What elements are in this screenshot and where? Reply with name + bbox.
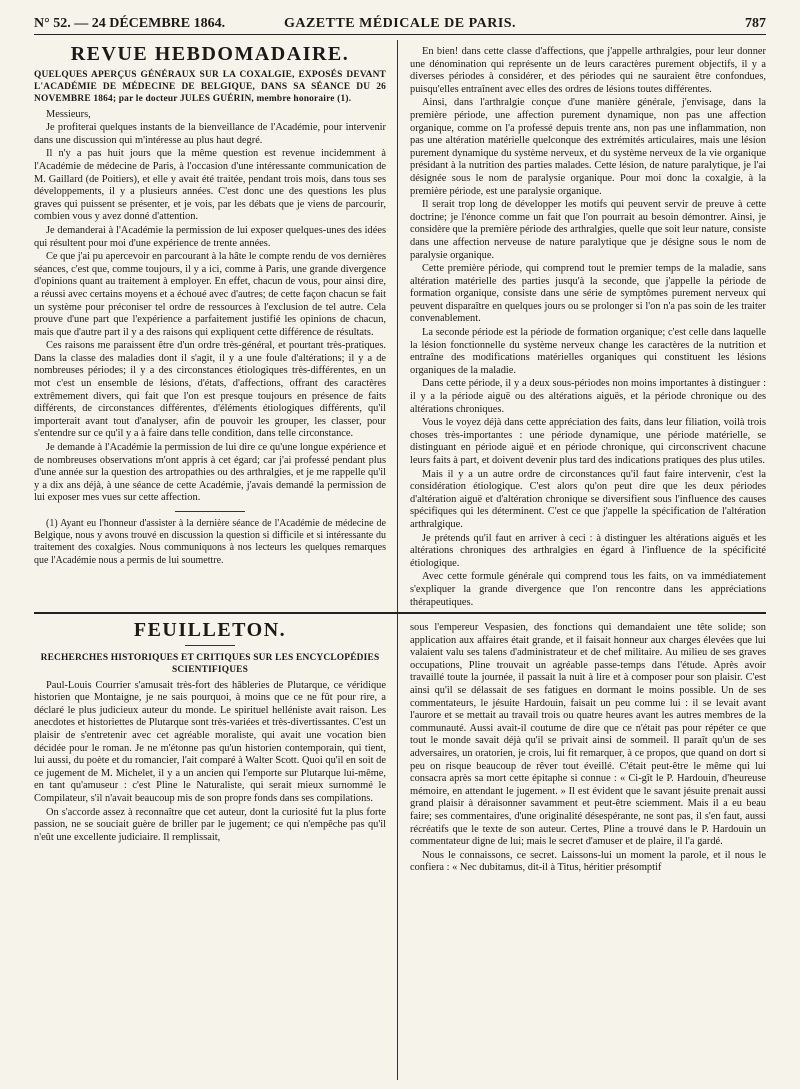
footnote: (1) Ayant eu l'honneur d'assister à la dernière séance de l'Académie de médecine de Belgique, nous y avons trouvé en discussion la question si difficile et si intéressante du traitement des coxalgies. Nous communiquons à nos lecteurs les quelques remarques que l'Académie nous a permis de lui soumettre. (34, 518, 386, 566)
journal-title: GAZETTE MÉDICALE DE PARIS. (283, 16, 517, 31)
salutation: Messieurs, (46, 108, 91, 120)
revue-paragraph: Il n'y a pas huit jours que la même question est revenue incidemment à l'Académie de médecine de Paris, à l'occasion d'une intéressante communication de M. Gaillard (de Poitiers), et elle y avait été traitée, pendant trois mois, dans tous ses développements, il y a plusieurs années. C'est donc une des questions les plus graves qui puissent se présenter, et je vois, par les débats que je viens de parcourir, combien vous y avez donné d'attention. (34, 148, 386, 223)
feuilleton-subtitle: RECHERCHES HISTORIQUES ET CRITIQUES SUR LES ENCYCLOPÉDIES SCIENTIFIQUES (40, 652, 380, 675)
revue-paragraph: Dans cette période, il y a deux sous-périodes non moins importantes à distinguer : il y a la période aiguë ou des altérations aiguës, et la période chronique ou des altérations chroniques. (410, 378, 766, 415)
feuilleton-paragraph: sous l'empereur Vespasien, des fonctions qui demandaient une tête solide; son application aux affaires était grande, et il faisait honneur aux charges élevées que lui valaient valu ses talens d'administrateur et de chef militaire. Au milieu de ses graves occupations, Pline trouvait un agréable passe-temps dans l'étude. Après avoir travaillé toute la journée, il passait la nuit à lire et à composer pour son plaisir. C'est ainsi qu'il se délassait de ses fatigues en dormant le moins possible. Un de ses commentateurs, le jésuite Hardouin, faisait un peu comme lui : il se levait avant l'aurore et se mettait au travail trois ou quatre heures avant les autres membres de la communauté. Aussi avait-il coutume de dire que ce n'était pas pour répéter ce que tout le monde savait déjà qu'il se privait ainsi de sommeil. Il paraît qu'un de ses adversaires, un oratorien, je crois, lui fit remarquer, à ce propos, que quand on dort si peu on risque beaucoup de rêver tout éveillé. C'était peut-être le même qui lui consacra après sa mort cette épitaphe si connue : « Ci-gît le P. Hardouin, d'heureuse mémoire, en attendant le jugement. » Il est évident que le savant jésuite prenait aussi grand plaisir à déraisonner savamment et peut-être sciemment. Mais il a eu beau faire; ses commentaires, d'une originalité désespérante, ne sont pas, il s'en faut, aussi récréatifs que le texte de son auteur. Certes, Pline a trouvé dans le P. Hardouin un commentateur digne de lui; mais le secret d'amuser et de plaire, il l'a gardé. (410, 622, 766, 848)
feuilleton-left-column (34, 622, 386, 1082)
revue-paragraph: Mais il y a un autre ordre de circonstances qu'il faut faire intervenir, c'est la considération étiologique. C'est alors qu'on peut dire que les deux périodes d'altération aiguë et d'altération chronique se diversifient sous l'influence des causes spécifiques qui les déterminent. C'est ce que j'appelle la spécification de l'altération arthralgique. (410, 468, 766, 530)
feuilleton-separator (34, 612, 766, 614)
revue-subtitle: QUELQUES APERÇUS GÉNÉRAUX SUR LA COXALGIE, EXPOSÉS DEVANT L'ACADÉMIE DE MÉDECINE DE BELGIQUE, DANS SA SÉANCE DU 26 NOVEMBRE 1864; par le docteur JULES GUÉRIN, membre honoraire (1). (34, 69, 386, 104)
revue-paragraph: La seconde période est la période de formation organique; c'est celle dans laquelle la lésion fonctionnelle du système nerveux change les caractères de la nutrition et entraîne des modifications matérielles organiques qui constituent les lésions organiques de la maladie. (410, 327, 766, 376)
revue-paragraph: Avec cette formule générale qui comprend tous les faits, on va immédiatement s'expliquer la grande divergence que l'on rencontre dans les appréciations thérapeutiques. (410, 571, 766, 608)
column-divider (397, 40, 398, 1080)
revue-paragraph: Je profiterai quelques instants de la bienveillance de l'Académie, pour intervenir dans une discussion qui m'intéresse au plus haut degré. (34, 122, 386, 146)
revue-paragraph: Je demanderai à l'Académie la permission de lui exposer quelques-unes des idées qui résultent pour moi d'une expérience de trente années. (34, 224, 386, 249)
revue-paragraph: Il serait trop long de développer les motifs qui peuvent servir de preuve à cette doctrine; je l'énonce comme un fait que l'on pourrait au besoin démontrer. Ainsi, je considère que la première période des arthralgies, quelle que soit leur nature, consiste dans une affection nerveuse de nature paralytique que je désigne sous le nom de paralysie organique. (410, 199, 766, 261)
revue-right-column (410, 46, 766, 608)
feuilleton-paragraph: On s'accorde assez à reconnaître que cet auteur, dont la curiosité fut la plus forte passion, ne se souciait guère de briller par le jugement; ce qui n'empêche pas qu'il n'eût une excellente judiciaire. Il remplissait, (34, 806, 386, 843)
title-rule (185, 645, 235, 646)
revue-paragraph: Ces raisons me paraissent être d'un ordre très-général, et pourtant très-pratiques. Dans la classe des maladies dont il s'agit, il y a une foule d'altérations; il y a de nombreuses périodes; il y a des circonstances étiologiques très-différentes, en un mot c'est un ensemble de lésions, d'états, d'affections, offrant des caractères extrêmement divers, qui fait que l'on est presque toujours en présence de faits différents, de circonstances différentes, d'éléments étiologiques différents, qu'il importerait avant tout d'analyser, afin de pouvoir les grouper, les classer, pour s'entendre sur ce qu'il y a à faire dans telle condition, dans telle circonstance. (34, 340, 386, 440)
feuilleton-paragraph: Nous le connaissons, ce secret. Laissons-lui un moment la parole, et il nous le confiera : « Nec dubitamus, dit-il à Titus, héritier présomptif (410, 849, 766, 874)
revue-title: REVUE HEBDOMADAIRE. (70, 46, 350, 65)
revue-paragraph: Ainsi, dans l'arthralgie conçue d'une manière générale, j'envisage, dans la première période, une affection purement dynamique, non pas une affection organique, comme on l'a professé depuis trente ans, non pas une inflammation, non pas une altération matérielle quelconque des extrémités articulaires, mais une lésion purement dynamique du système nerveux, et du système nerveux de la vie organique présidant à la nutrition des parties malades. Cette lésion, de nature paralytique, je l'ai désignée sous le nom de paralysie organique. Pour moi donc la coxalgie, à la première période, est une paralysie organique. (410, 97, 766, 197)
revue-paragraph: Cette première période, qui comprend tout le premier temps de la maladie, sans altération matérielle des parties jusqu'à la seconde, que j'appelle la période de formation organique, consiste dans une série de symptômes purement nerveux qui peuvent disparaître en quelques jours ou se prolonger si l'on n'a pas soin de les traiter convenablement. (410, 263, 766, 325)
revue-paragraph: En bien! dans cette classe d'affections, que j'appelle arthralgies, pour leur donner une dénomination qui représente un de leurs caractères purement objectifs, il y a diverses périodes à considérer, et des périodes qui ne sauraient être confondues, puisqu'elles entraînent avec elles des ordres de lésions toutes différentes. (410, 46, 766, 95)
issue-number-date: N° 52. — 24 DÉCEMBRE 1864. (34, 16, 226, 31)
revue-paragraph: Ce que j'ai pu apercevoir en parcourant à la hâte le compte rendu de vos dernières séances, c'est que, comme toujours, il y a ici, comme à Paris, une grande divergence d'opinions quant au traitement à employer. En effet, chacun de vous, pour ainsi dire, a réussi avec certains moyens et a échoué avec d'autres; de cette façon chacun se fait un système pour préconiser tel ordre de ressources à l'exclusion de tel autre. Cela prouve d'une part que l'expérience a parfaitement justifié les opinions de chacun, mais que d'autre part il y a des raisons qui expliquent cette différence de résultats. (34, 251, 386, 338)
revue-paragraph: Je demande à l'Académie la permission de lui dire ce qu'une longue expérience et de nombreuses observations m'ont appris à cet égard; car j'ai professé pendant plus d'une année sur la question des artropathies ou des arthralgies, et je me rappelle qu'il y a dix ans déjà, à une séance de cette Académie, j'avais demandé la permission de lui exposer mes vues sur cette affection. (34, 442, 386, 504)
revue-paragraph: Vous le voyez déjà dans cette appréciation des faits, dans leur filiation, voilà trois choses très-importantes : une période dynamique, une période matérielle, se distinguant en période aiguë et en période chronique, qui circonscrivent chacune leurs faits à part, et doivent devenir plus tard des indications pratiques des plus utiles. (410, 417, 766, 466)
page-number: 787 (745, 16, 766, 31)
footnote-rule (175, 511, 245, 512)
feuilleton-right-column (410, 622, 766, 1082)
revue-paragraph: Je prétends qu'il faut en arriver à ceci : à distinguer les altérations aiguës et les altérations chroniques des arthralgies en égard à l'influence de la spécificité étiologique. (410, 532, 766, 569)
revue-left-column (34, 46, 386, 608)
feuilleton-paragraph: Paul-Louis Courrier s'amusait très-fort des hâbleries de Plutarque, ce véridique historien que Montaigne, je ne sais pourquoi, à moins que ce ne fût pour rire, a déclaré le plus judicieux auteur du monde. Le spirituel helléniste avait raison. Les anecdotes et historiettes de Plutarque sont très-variées et très-divertissantes. C'est un plaisir de s'entretenir avec cet agréable moraliste, qui avait une vocation bien décidée pour le roman. Je ne m'étonne pas qu'un historien contemporain, qui tient, lui aussi, du poète et du romancier, l'ait comparé à Walter Scott. Quoi qu'il en soit de ce jugement de M. Michelet, il y a un ancien qui l'emporte sur Plutarque lui-même, en tant qu'amuseur : c'est Pline le Naturaliste, qui serait mieux surnommé le Compilateur, s'il n'avait beaucoup mis de son propre fonds dans ses compilations. (34, 679, 386, 804)
feuilleton-title: FEUILLETON. (133, 622, 287, 641)
header-rule (34, 34, 766, 35)
